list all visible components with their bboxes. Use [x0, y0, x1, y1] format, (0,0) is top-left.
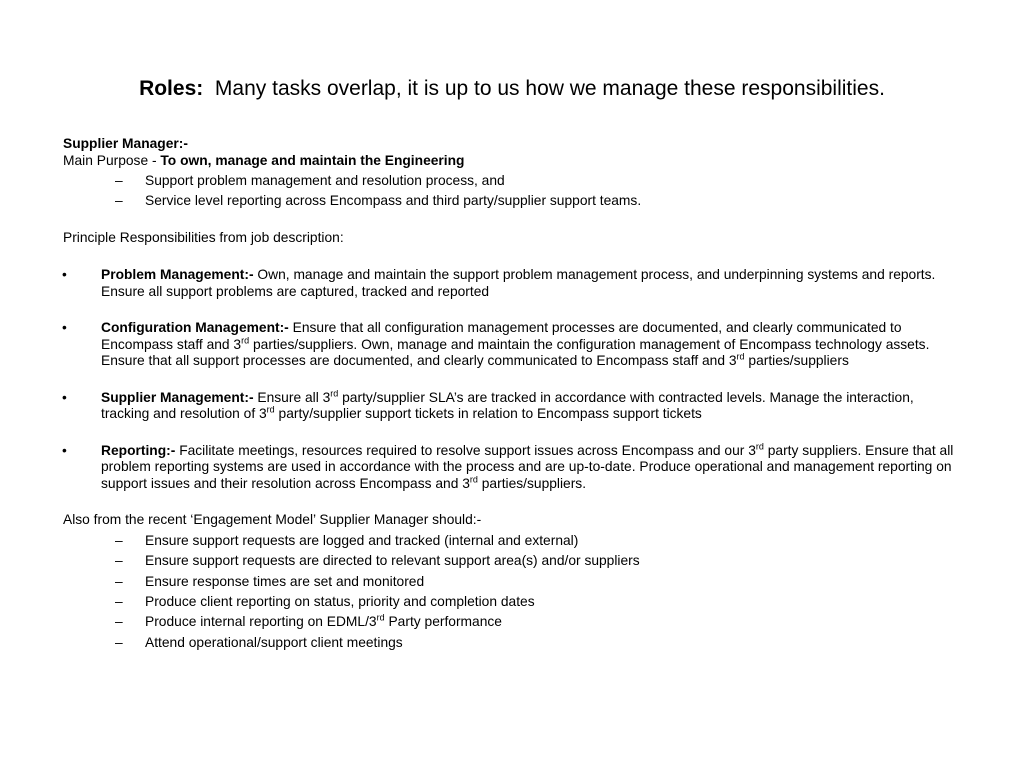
bullet-problem-management	[63, 267, 963, 300]
ordinal-suffix: rd	[736, 351, 745, 362]
list-item	[63, 193, 963, 210]
main-purpose-bold: To own, manage and maintain the Engineering	[160, 152, 465, 168]
list-item	[63, 553, 963, 570]
bullet-text: Own, manage and maintain the support problem management process, and underpinning systems and reports. Ensure all support problems are captured, tracked and reported	[101, 267, 936, 299]
slide-body	[63, 136, 963, 655]
bullet-text: party/supplier support tickets in relation to Encompass support tickets	[278, 406, 702, 422]
title-label: Roles:	[139, 77, 204, 100]
slide-title	[0, 74, 1024, 104]
bullet-reporting	[63, 443, 963, 493]
list-item	[63, 574, 963, 591]
list-item-text: Produce client reporting on status, priority and completion dates	[145, 594, 535, 610]
bullet-label: Problem Management:-	[101, 267, 254, 283]
ordinal-suffix: rd	[469, 474, 478, 485]
bullet-label: Configuration Management:-	[101, 320, 289, 336]
list-item	[63, 635, 963, 652]
ordinal-suffix: rd	[330, 388, 339, 399]
dash-marker: –	[115, 634, 123, 650]
list-item-text: Support problem management and resolution process, and	[145, 173, 505, 188]
ordinal-suffix: rd	[241, 335, 250, 346]
purpose-list	[63, 173, 963, 210]
bullet-marker: •	[62, 267, 67, 283]
ordinal-suffix: rd	[376, 612, 385, 623]
principle-responsibilities: Principle Responsibilities from job description:	[63, 229, 344, 245]
dash-marker: –	[115, 573, 123, 589]
responsibilities-list	[63, 267, 963, 492]
bullet-text: parties/suppliers	[748, 353, 849, 369]
list-item-text: Attend operational/support client meetings	[145, 634, 403, 650]
bullet-text: Ensure that all configuration management processes are documented, and clearly communicated to Encompass staff and 3	[101, 320, 902, 352]
bullet-text: party suppliers. Ensure that all problem reporting systems are used in accordance with the process and are up-to-date. Produce operational and management reporting on support issues and their resolution across Encompass and 3	[101, 442, 954, 491]
title-text: Many tasks overlap, it is up to us how we manage these responsibilities.	[214, 77, 885, 100]
bullet-text: party/supplier SLA’s are tracked in accordance with contracted levels. Manage the interaction, tracking and resolution of 3	[101, 389, 914, 422]
dash-marker: –	[115, 173, 123, 188]
bullet-text: parties/suppliers. Own, manage and maintain the configuration management of Encompass technology assets. Ensure that all support processes are documented, and clearly communicated to Encompass staff and 3	[101, 336, 930, 369]
list-item-text: Ensure support requests are directed to relevant support area(s) and/or suppliers	[145, 553, 640, 569]
ordinal-suffix: rd	[755, 441, 764, 452]
bullet-configuration-management	[63, 320, 963, 370]
bullet-label: Reporting:-	[101, 442, 176, 458]
supplier-manager-heading: Supplier Manager:-	[63, 136, 188, 151]
main-purpose	[63, 153, 963, 170]
ordinal-suffix: rd	[266, 404, 275, 415]
list-item	[63, 173, 963, 190]
bullet-supplier-management	[63, 390, 963, 423]
list-item	[63, 533, 963, 550]
bullet-marker: •	[62, 389, 67, 405]
bullet-text: Facilitate meetings, resources required to resolve support issues across Encompass and our 3	[179, 442, 756, 458]
dash-marker: –	[115, 594, 123, 610]
bullet-text: Ensure all 3	[257, 389, 331, 405]
main-purpose-prefix: Main Purpose -	[63, 152, 157, 168]
list-item-text: Service level reporting across Encompass and third party/supplier support teams.	[145, 193, 642, 209]
bullet-text: parties/suppliers.	[481, 475, 587, 491]
list-item-text: Ensure response times are set and monitored	[145, 573, 425, 589]
list-item-text: Produce internal reporting on EDML/3	[145, 614, 377, 630]
list-item	[63, 594, 963, 611]
dash-marker: –	[115, 553, 123, 569]
engagement-list	[63, 533, 963, 651]
dash-marker: –	[115, 193, 123, 209]
bullet-label: Supplier Management:-	[101, 389, 254, 405]
bullet-marker: •	[62, 442, 67, 458]
dash-marker: –	[115, 532, 123, 548]
dash-marker: –	[115, 614, 123, 630]
list-item	[63, 614, 963, 631]
list-item-text: Ensure support requests are logged and tracked (internal and external)	[145, 532, 579, 548]
list-item-text: Party performance	[388, 614, 502, 630]
bullet-marker: •	[62, 320, 67, 336]
engagement-model-intro: Also from the recent ‘Engagement Model’ Supplier Manager should:-	[63, 512, 482, 528]
